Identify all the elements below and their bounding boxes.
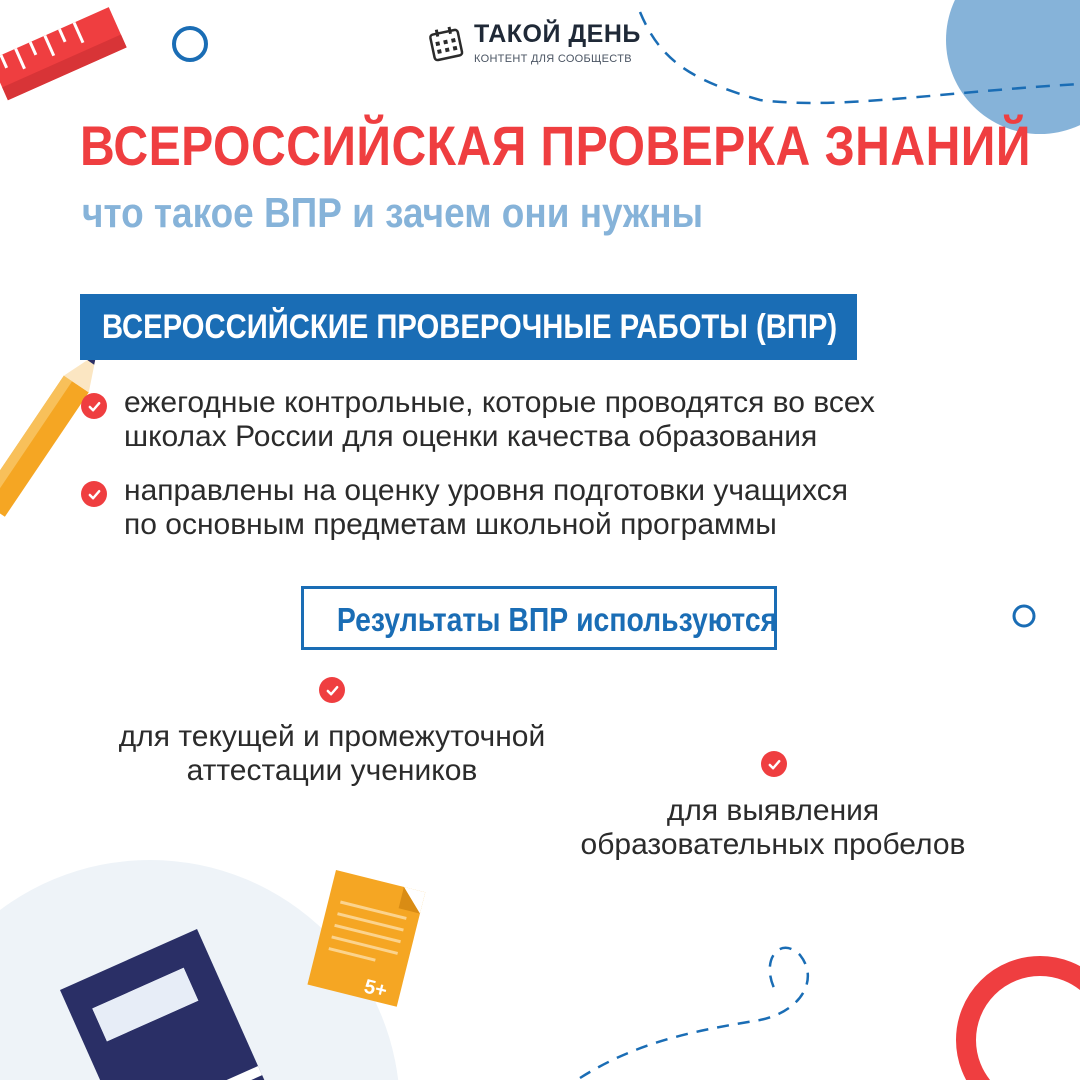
list-item (124, 474, 848, 542)
check-icon (761, 751, 787, 777)
results-box-text: Результаты ВПР используются (336, 601, 778, 638)
check-icon (81, 481, 107, 507)
use-line: аттестации учеников (186, 754, 478, 787)
calendar-icon (426, 24, 466, 64)
bullet-line: по основным предметам школьной программы (124, 508, 777, 541)
check-icon (81, 393, 107, 419)
bullet-line: ежегодные контрольные, которые проводятся во всех (124, 386, 875, 419)
banner-text: ВСЕРОССИЙСКИЕ ПРОВЕРОЧНЫЕ РАБОТЫ (ВПР) (102, 308, 838, 346)
bullet-line: направлены на оценку уровня подготовки учащихся (124, 474, 849, 507)
dashed-curve-bottom (580, 948, 808, 1078)
list-item (82, 720, 582, 788)
results-box (301, 586, 777, 650)
use-line: для текущей и промежуточной (118, 720, 546, 753)
document-grade: 5+ (361, 975, 390, 1003)
bullet-line: школах России для оценки качества образования (124, 420, 818, 453)
list-item (548, 794, 998, 862)
ring-top-left (174, 28, 206, 60)
red-ring-bottom (966, 966, 1080, 1080)
section-banner (80, 294, 857, 360)
use-line: образовательных пробелов (580, 828, 966, 861)
ring-right (1014, 606, 1034, 626)
list-item (124, 386, 875, 454)
page-title: ВСЕРОССИЙСКАЯ ПРОВЕРКА ЗНАНИЙ (80, 114, 1031, 177)
logo-subtitle: КОНТЕНТ ДЛЯ СООБЩЕСТВ (474, 53, 632, 65)
logo-title: ТАКОЙ ДЕНЬ (474, 20, 641, 48)
ruler-icon (0, 7, 127, 100)
brand-logo (426, 22, 641, 65)
page-subtitle: что такое ВПР и зачем они нужны (82, 189, 704, 236)
use-line: для выявления (666, 794, 880, 827)
check-icon (319, 677, 345, 703)
